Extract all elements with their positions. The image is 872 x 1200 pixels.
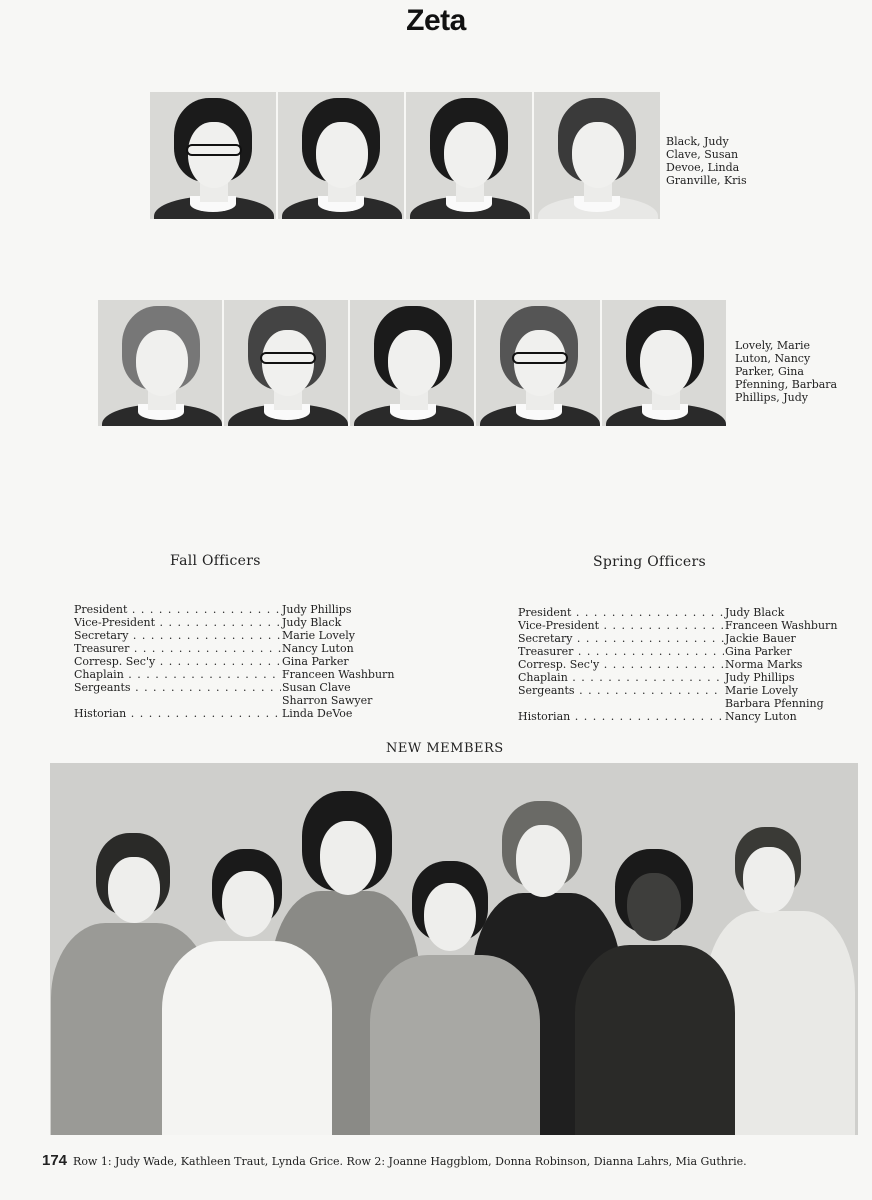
- officer-name: Barbara Pfenning: [725, 697, 824, 710]
- officer-row: [74, 603, 394, 616]
- officer-row: [74, 694, 394, 707]
- officer-name: Marie Lovely: [282, 629, 355, 642]
- officer-name: Franceen Washburn: [725, 619, 838, 632]
- officer-row: [518, 645, 837, 658]
- portrait-name: Clave, Susan: [666, 148, 739, 161]
- officer-role: Sergeants . . .: [518, 684, 724, 697]
- officer-role: Chaplain . . .: [74, 668, 281, 681]
- page-number: 174: [42, 1152, 68, 1169]
- officer-row: [74, 655, 394, 668]
- officer-role: Historian . . .: [74, 707, 281, 720]
- portrait-name: Black, Judy: [666, 135, 729, 148]
- officer-role: Treasurer . . .: [74, 642, 281, 655]
- officer-name: Norma Marks: [725, 658, 803, 671]
- officer-role: Vice-President . . .: [518, 619, 724, 632]
- officer-row: [74, 616, 394, 629]
- portrait-names-row-1: [666, 135, 747, 187]
- officer-role: Secretary . . .: [518, 632, 724, 645]
- portrait-photo: [534, 92, 660, 219]
- officer-row: [518, 606, 837, 619]
- officer-name: Jackie Bauer: [725, 632, 796, 645]
- officer-name: Gina Parker: [282, 655, 349, 668]
- officer-row: [518, 619, 837, 632]
- officer-row: [518, 684, 837, 697]
- officer-name: Sharron Sawyer: [282, 694, 373, 707]
- officer-role: Corresp. Sec'y . . .: [74, 655, 281, 668]
- portrait-row-2: [98, 300, 728, 426]
- officer-role: Secretary . . .: [74, 629, 281, 642]
- officer-role: Corresp. Sec'y . . .: [518, 658, 724, 671]
- officer-role: Historian . . .: [518, 710, 724, 723]
- portrait-name: Phillips, Judy: [735, 391, 808, 404]
- officer-row: [74, 681, 394, 694]
- officer-role: Chaplain . . .: [518, 671, 724, 684]
- officer-name: Judy Phillips: [282, 603, 352, 616]
- portrait-photo: [406, 92, 532, 219]
- officer-name: Judy Phillips: [725, 671, 795, 684]
- portrait-photo: [350, 300, 474, 426]
- officer-role: President . . .: [74, 603, 281, 616]
- officer-row: [518, 632, 837, 645]
- fall-officers-list: [74, 603, 394, 720]
- officer-row: [74, 642, 394, 655]
- officer-name: Judy Black: [282, 616, 342, 629]
- portrait-photo: [150, 92, 276, 219]
- officer-row: [518, 710, 837, 723]
- officer-role: Sergeants . . .: [74, 681, 281, 694]
- portrait-name: Luton, Nancy: [735, 352, 811, 365]
- portrait-photo: [602, 300, 726, 426]
- portrait-name: Devoe, Linda: [666, 161, 740, 174]
- officer-row: [518, 697, 837, 710]
- officer-name: Franceen Washburn: [282, 668, 395, 681]
- officer-name: Susan Clave: [282, 681, 351, 694]
- officer-role-blank: [74, 694, 281, 707]
- portrait-photo: [278, 92, 404, 219]
- officer-name: Nancy Luton: [282, 642, 354, 655]
- officer-row: [518, 658, 837, 671]
- spring-officers-heading: Spring Officers: [593, 554, 706, 570]
- portrait-name: Granville, Kris: [666, 174, 747, 187]
- officer-role-blank: [518, 697, 724, 710]
- portrait-name: Lovely, Marie: [735, 339, 811, 352]
- officer-name: Judy Black: [725, 606, 785, 619]
- portrait-photo: [224, 300, 348, 426]
- officer-name: Nancy Luton: [725, 710, 797, 723]
- officer-name: Marie Lovely: [725, 684, 798, 697]
- portrait-photo: [476, 300, 600, 426]
- officer-row: [74, 707, 394, 720]
- page-title: Zeta: [406, 4, 466, 37]
- new-members-caption: Row 1: Judy Wade, Kathleen Traut, Lynda Grice. Row 2: Joanne Haggblom, Donna Robinson, Dianna Lahrs, Mia Guthrie.: [73, 1155, 747, 1168]
- new-members-heading: NEW MEMBERS: [386, 741, 504, 756]
- officer-role: Vice-President . . .: [74, 616, 281, 629]
- spring-officers-list: [518, 606, 837, 723]
- fall-officers-heading: Fall Officers: [170, 553, 261, 569]
- officer-role: Treasurer . . .: [518, 645, 724, 658]
- portrait-name: Parker, Gina: [735, 365, 804, 378]
- officer-row: [74, 668, 394, 681]
- officer-name: Linda DeVoe: [282, 707, 353, 720]
- officer-role: President . . .: [518, 606, 724, 619]
- officer-row: [74, 629, 394, 642]
- portrait-name: Pfenning, Barbara: [735, 378, 838, 391]
- new-members-group-photo: [50, 763, 858, 1135]
- officer-row: [518, 671, 837, 684]
- portrait-row-1: [150, 92, 662, 219]
- new-members-caption-line: [42, 1152, 747, 1169]
- portrait-photo: [98, 300, 222, 426]
- portrait-names-row-2: [735, 339, 837, 404]
- officer-name: Gina Parker: [725, 645, 792, 658]
